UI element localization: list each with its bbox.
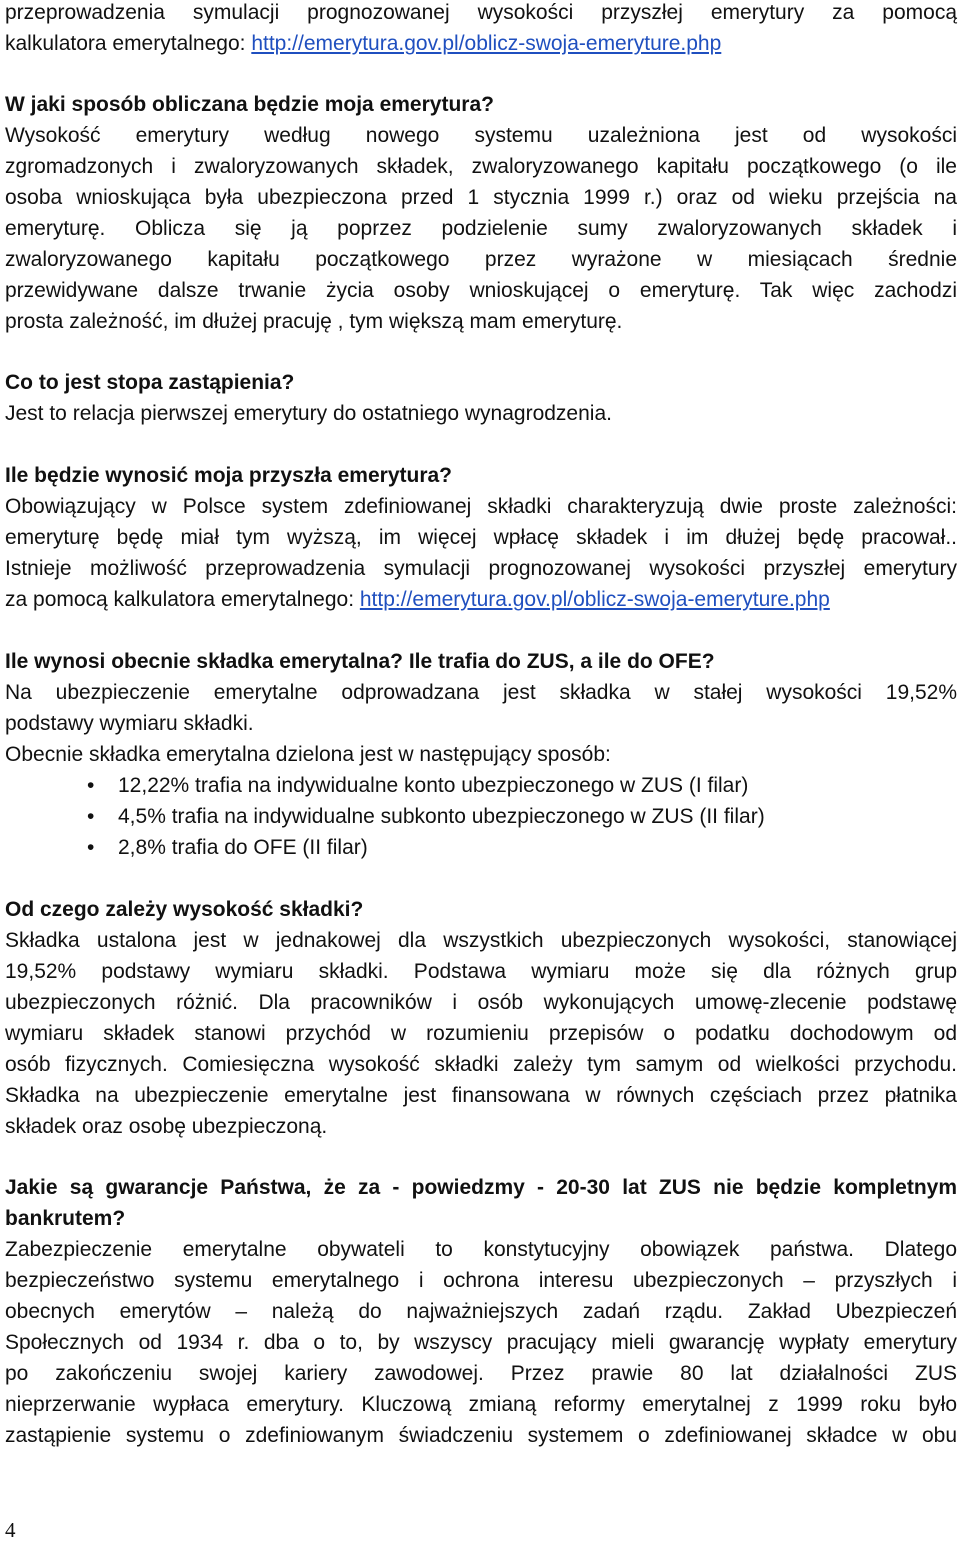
paragraph-line: osoba wnioskująca była ubezpieczona przed 1 stycznia 1999 r.) oraz od wieku przejścia na [5,186,957,209]
paragraph-line: Jest to relacja pierwszej emerytury do ostatniego wynagrodzenia. [5,402,612,425]
paragraph-line: bezpieczeństwo systemu emerytalnego i ochrona interesu ubezpieczonych – przyszłych i [5,1269,957,1292]
paragraph-line: przeprowadzenia symulacji prognozowanej wysokości przyszłej emerytury za pomocą [5,1,957,24]
calculator-link[interactable]: http://emerytura.gov.pl/oblicz-swoja-emeryture.php [251,32,722,55]
paragraph-line [5,584,957,615]
paragraph-line: Wysokość emerytury według nowego systemu uzależniona jest od wysokości [5,124,957,147]
line-text: kalkulatora emerytalnego: [5,32,252,55]
section-heading: Od czego zależy wysokość składki? [5,898,364,921]
paragraph-line: zgromadzonych i zwaloryzowanych składek, zwaloryzowanego kapitału początkowego (o ile [5,155,957,178]
paragraph-line: Na ubezpieczenie emerytalne odprowadzana jest składka w stałej wysokości 19,52% [5,681,957,704]
paragraph-line: zwaloryzowanego kapitału początkowego przez wyrażone w miesiącach średnie [5,248,957,271]
list-item-text: 4,5% trafia na indywidualne subkonto ubezpieczonego w ZUS (II filar) [118,805,765,828]
calculator-link[interactable]: http://emerytura.gov.pl/oblicz-swoja-emeryture.php [359,588,830,611]
paragraph-line: składek oraz osobę ubezpieczoną. [5,1115,328,1138]
section-heading: Jakie są gwarancje Państwa, że za - powiedzmy - 20-30 lat ZUS nie będzie kompletnym [5,1176,957,1199]
paragraph-line: Obecnie składka emerytalna dzielona jest w następujący sposób: [5,743,611,766]
section-heading: Co to jest stopa zastąpienia? [5,371,295,394]
paragraph-line: emeryturę będę miał tym wyższą, im więcej wpłacę składek i im dłużej będę pracował.. [5,526,957,549]
paragraph-line: emeryturę. Oblicza się ją poprzez podzielenie sumy zwaloryzowanych składek i [5,217,957,240]
section-heading: Ile będzie wynosić moja przyszła emerytura? [5,464,452,487]
section-heading: W jaki sposób obliczana będzie moja emerytura? [5,93,494,116]
bullet-icon: • [87,805,95,828]
paragraph-line: Składka na ubezpieczenie emerytalne jest finansowana w równych częściach przez płatnika [5,1084,957,1107]
section-heading: Ile wynosi obecnie składka emerytalna? Ile trafia do ZUS, a ile do OFE? [5,650,715,673]
line-text: za pomocą kalkulatora emerytalnego: [5,588,360,611]
paragraph-line: Składka ustalona jest w jednakowej dla wszystkich ubezpieczonych wysokości, stanowiącej [5,929,957,952]
paragraph-line: przewidywane dalsze trwanie życia osoby wnioskującej o emeryturę. Tak więc zachodzi [5,279,957,302]
paragraph-line: prosta zależność, im dłużej pracuję , tym większą mam emeryturę. [5,310,623,333]
paragraph-line: obecnych emerytów – należą do najważniejszych zadań rządu. Zakład Ubezpieczeń [5,1300,957,1323]
paragraph-line: ubezpieczonych różnić. Dla pracowników i osób wykonujących umowę-zlecenie podstawę [5,991,957,1014]
paragraph-line: podstawy wymiaru składki. [5,712,254,735]
paragraph-line: osób fizycznych. Comiesięczna wysokość składki zależy tym samym od wielkości przychodu. [5,1053,957,1076]
paragraph-line: 19,52% podstawy wymiaru składki. Podstawa wymiaru może się dla różnych grup [5,960,957,983]
paragraph-line: Obowiązujący w Polsce system zdefiniowanej składki charakteryzują dwie proste zależności: [5,495,957,518]
bullet-icon: • [87,774,95,797]
paragraph-line: nieprzerwanie wypłaca emerytury. Kluczową zmianą reformy emerytalnej z 1999 roku było [5,1393,957,1416]
bullet-icon: • [87,836,95,859]
section-heading: bankrutem? [5,1207,126,1230]
paragraph-line: Istnieje możliwość przeprowadzenia symulacji prognozowanej wysokości przyszłej emerytury [5,557,957,580]
paragraph-line: zastąpienie systemu o zdefiniowanym świadczeniu systemem o zdefiniowanej składce w obu [5,1424,957,1447]
paragraph-line: Społecznych od 1934 r. dba o to, by wszyscy pracujący mieli gwarancję wypłaty emerytury [5,1331,957,1354]
list-item-text: 12,22% trafia na indywidualne konto ubezpieczonego w ZUS (I filar) [118,774,749,797]
paragraph-line: Zabezpieczenie emerytalne obywateli to konstytucyjny obowiązek państwa. Dlatego [5,1238,957,1261]
list-item-text: 2,8% trafia do OFE (II filar) [118,836,368,859]
page-number: 4 [5,1518,16,1542]
paragraph-line: po zakończeniu swojej kariery zawodowej. Przez prawie 80 lat działalności ZUS [5,1362,957,1385]
paragraph-line: wymiaru składek stanowi przychód w rozumieniu przepisów o podatku dochodowym od [5,1022,957,1045]
paragraph-line [5,28,957,59]
